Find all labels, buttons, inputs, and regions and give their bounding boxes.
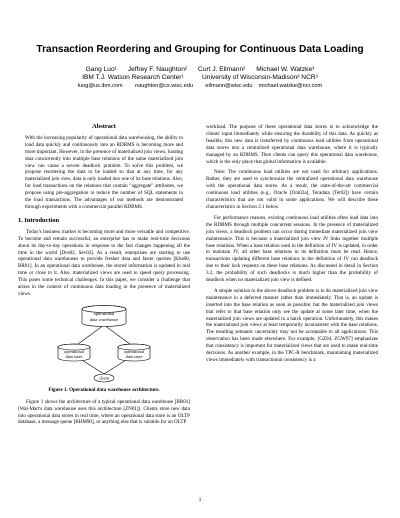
intro-paragraph-2: Figure 1 shows the architecture of a typical operational data warehouse [BR01] (Wal-Mart's data warehouse uses this architecture [ZN01]). Clients store new data into operational data stores in real time, where an operational data store is an OLTP database, a message queue [BHM90], or anything else that is suitable for an OLTP	[18, 398, 190, 426]
left-column	[18, 124, 190, 430]
abstract-heading: Abstract	[92, 123, 116, 130]
figure-1-caption: Figure 1. Operational data warehouse architecture.	[48, 386, 160, 393]
author-emails: luog@us.ibm.com naughton@cs.wisc.edu ellmann@wisc.edu michael.watzke@ncr.com	[77, 83, 323, 90]
architecture-diagram	[18, 303, 190, 385]
paper-title: Transaction Reordering and Grouping for Continuous Data Loading	[36, 44, 364, 55]
diagram-edge	[104, 325, 134, 347]
figure-1	[18, 303, 190, 385]
abstract-text: With the increasing popularity of operational data warehousing, the ability to load data quickly and continuously into an RDBMS is becoming more and more important. However, in the presence of materialized join views, loading data concurrently into multiple base relations of the same materialized join view can cause a severe deadlock problem. To solve this problem, we propose reordering the data to be loaded so that at any time, for any materialized join view, data is only loaded into one of its base relations. Also, for load transactions on the relations that contain "aggregate" attributes, we propose using pre-aggregation to reduce the number of SQL statements in the load transactions. The advantages of our methods are demonstrated through experiments with a commercial parallel RDBMS.	[25, 134, 183, 210]
right-paragraph-1: workload. The purpose of these operational data stores is to acknowledge the clients' input immediately while ensuring the durability of this data. As quickly as feasible, this new data is transferred by continuous load utilities from operational data stores into a centralized operational data warehouse, where it is typically managed by an RDBMS. Then clients can query this operational data warehouse, which is the only place that global information is available.	[206, 124, 378, 165]
warehouse-label-bottom: data warehouse	[89, 316, 119, 322]
left-datastore-node	[58, 344, 90, 361]
right-datastore-label-top: operational	[124, 348, 144, 354]
warehouse-node	[82, 305, 126, 326]
author-names: Gang Luo¹ Jeffrey F. Naughton² Curt J. Ellmann² Michael W. Watzke³	[85, 66, 315, 73]
client-node	[94, 374, 114, 382]
author-affiliations: IBM T.J. Watson Research Center¹ University of Wisconsin-Madison² NCR³	[82, 74, 318, 82]
intro-paragraph-1: Today's business market is becoming more and more versatile and competitive. To become and remain successful, an enterprise has to make real-time decisions about its day-to-day operations in response to the fast changes happening all the time in the world [Dce02, Sev03]. As a result, enterprises are starting to use operational data warehouses to provide fresher data and faster queries [Kha00, BR01]. In an operational data warehouse, the stored information is updated in real time or close to it. Also, materialized views are used to speed query processing. This poses some technical challenges. In this paper, we consider a challenge that arises in the context of continuous data loading in the presence of materialized views.	[18, 228, 190, 297]
right-column	[206, 124, 378, 368]
diagram-edge	[74, 325, 104, 347]
author-block	[0, 66, 400, 91]
right-paragraph-3: For performance reasons, existing continuous load utilities often load data into the RDBMS through multiple concurrent sessions. In the presence of materialized join views, a deadlock problem can occur during immediate materialized join view maintenance. This is because a materialized join view JV links together multiple base relations. When a base relation used in the definition of JV is updated, in order to maintain JV, all other base relations in its definition must be read. Hence, transactions updating different base relations in the definition of JV can deadlock due to their lock requests on these base relations. As discussed in detail in Section 3.2, the probability of such deadlocks is much higher than the probability of deadlock when no materialized join view is defined.	[206, 214, 378, 284]
left-datastore-label-top: operational	[64, 348, 84, 354]
abstract	[18, 135, 190, 211]
left-datastore-label-bottom: data store	[65, 353, 83, 359]
client-label: client	[99, 375, 109, 381]
right-paragraph-2: Note: The continuous load utilities are not used for arbitrary applications. Rather, they are used to synchronize the centralized operational data warehouse with the operational data stores. As a result, the state-of-the-art commercial continuous load utilities (e.g., Oracle [Ora02a], Teradata [Tet02]) have certain characteristics that are not valid in some applications. We will describe these characteristics in Section 2.1 below.	[206, 169, 378, 210]
right-datastore-label-bottom: data store	[125, 353, 143, 359]
warehouse-label-top: operational	[93, 310, 115, 316]
section-heading-introduction: 1. Introduction	[18, 216, 60, 224]
page-number: 1	[198, 497, 202, 503]
right-paragraph-4: A simple solution to the above deadlock problem is to do materialized join view maintenance in a deferred manner rather than immediately. That is, an update is inserted into the base relation as soon as possible; but the materialized join views that refer to that base relation only see the update at some later time, when the materialized join views are updated in a batch operation. Unfortunately, this makes the materialized join views at least temporarily inconsistent with the base relations. The resulting semantic uncertainty may not be acceptable to all applications. This observation has been made elsewhere. For example, [GZ04, ZGW97] emphasizes that consistency is important for materialized views that are used to make real-time decisions. As another example, in the TPC-R benchmark, maintaining materialized views immediately with transactional consistency is a	[206, 287, 378, 363]
right-datastore-node	[118, 344, 150, 361]
